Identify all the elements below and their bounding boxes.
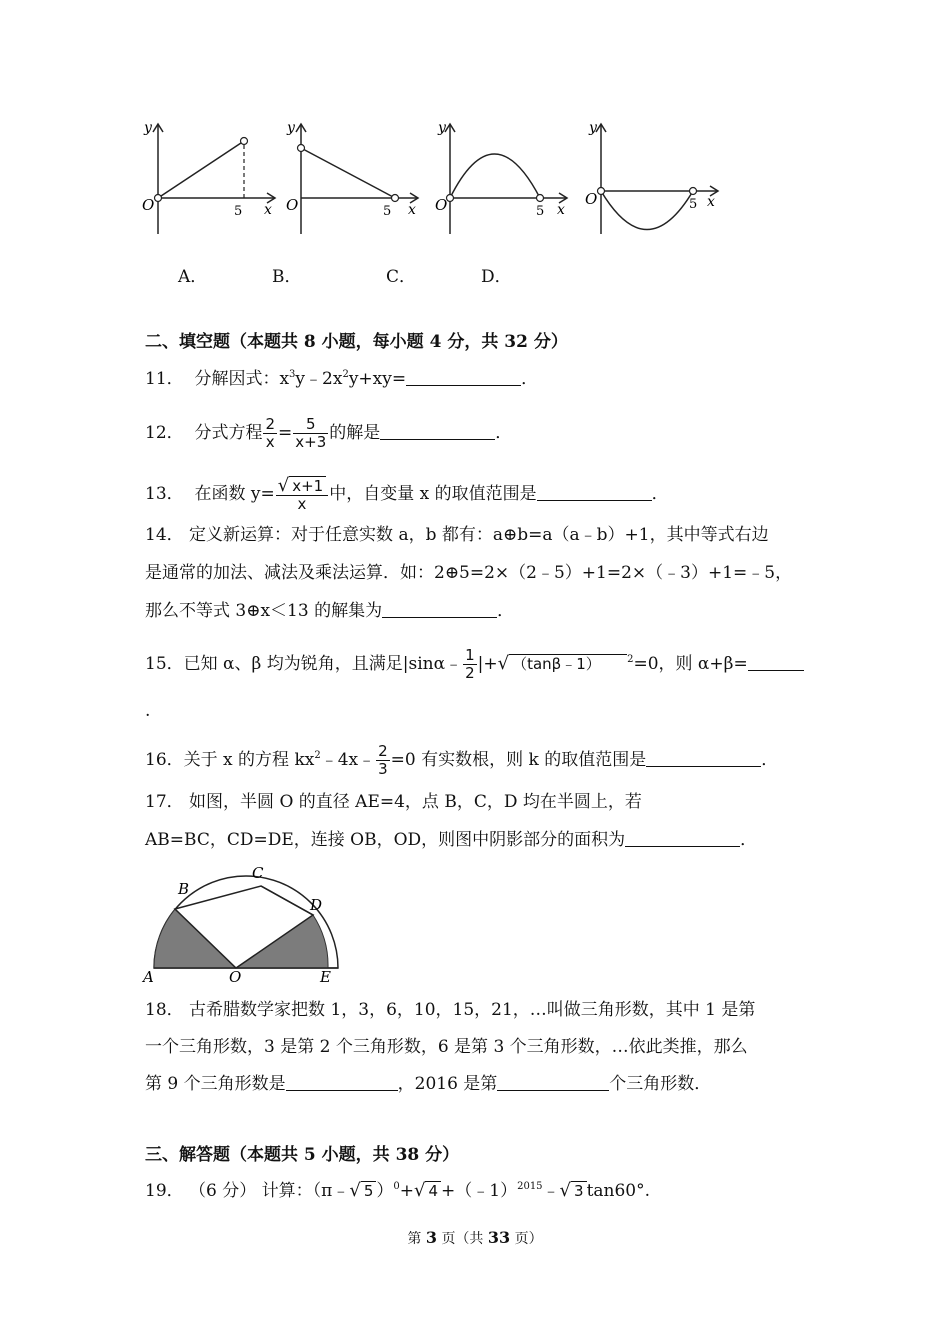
total-pages: 33 <box>487 1228 511 1247</box>
question-15-dot: . <box>145 701 151 721</box>
answer-blank[interactable] <box>625 830 740 847</box>
page-number: 3 <box>425 1228 437 1247</box>
answer-blank[interactable] <box>380 423 495 440</box>
axis-y-label: y <box>287 120 295 136</box>
graph-option-c <box>432 118 572 238</box>
tick-five: 5 <box>689 197 698 212</box>
question-11: 11． 分解因式：$x^3y﹣2x^2y+xy=$ ． <box>145 369 539 389</box>
question-13: 13． 在函数 y= $\frac{√ x+1}{x}$ 中，自变量 x 的取值范围是 ． <box>145 475 669 513</box>
axis-y-label: y <box>589 120 597 136</box>
point-o-label: O <box>229 968 242 986</box>
tick-five: 5 <box>383 204 392 219</box>
tick-five: 5 <box>234 204 243 219</box>
question-17-line-2: AB=BC，CD=DE，连接 OB，OD，则图中阴影部分的面积为 ． <box>145 830 758 850</box>
fraction: $\frac{5}{x+3}$ <box>295 415 327 451</box>
origin-label: O <box>585 190 598 208</box>
tick-five: 5 <box>536 204 545 219</box>
point-e-label: E <box>320 968 331 986</box>
option-a-label: A． <box>178 267 208 287</box>
origin-label: O <box>286 196 299 214</box>
answer-blank[interactable] <box>497 1074 609 1091</box>
point-b-label: B <box>178 880 190 898</box>
point-a-label: A <box>143 968 154 986</box>
fraction: $\frac{2}{x}$ <box>265 415 275 451</box>
question-12: 12． 分式方程 $\frac{2}{x}$ = $\frac{5}{x+3}$ 的解是 ． <box>145 415 513 451</box>
question-18-line-1: 18． 古希腊数学家把数 1，3，6，10，15，21，…叫做三角形数，其中 1 是第 <box>145 1000 756 1020</box>
answer-blank[interactable] <box>286 1074 398 1091</box>
fraction: $\frac{√ x+1}{x}$ <box>276 476 328 513</box>
question-14-line-2: 是通常的加法、减法及乘法运算．如：2⊕5=2×（2﹣5）+1=2×（﹣3）+1=﹣5， <box>145 563 793 583</box>
fraction: $\frac{1}{2}$ <box>465 646 475 682</box>
graph-option-b <box>283 118 423 238</box>
answer-blank[interactable] <box>382 601 497 618</box>
origin-label: O <box>435 196 448 214</box>
page-footer: 第 3 页（共 33 页） <box>407 1228 543 1247</box>
axis-x-label: x <box>408 202 416 218</box>
question-16: 16．关于 x 的方程 $kx^2﹣4x﹣$ $\frac{2}{3}$ =0 有实数根，则 k 的取值范围是 ． <box>145 742 779 778</box>
question-18-line-2: 一个三角形数，3 是第 2 个三角形数，6 是第 3 个三角形数，…依此类推，那么 <box>145 1037 748 1057</box>
point-d-label: D <box>310 896 323 914</box>
answer-blank[interactable] <box>748 654 804 671</box>
graph-option-d <box>583 118 723 238</box>
answer-blank[interactable] <box>646 750 761 767</box>
section3-heading: 三、解答题（本题共 5 小题，共 38 分） <box>145 1145 460 1165</box>
axis-x-label: x <box>264 202 272 218</box>
question-18-line-3: 第 9 个三角形数是 ，2016 是第 个三角形数． <box>145 1074 712 1094</box>
question-17-line-1: 17． 如图，半圆 O 的直径 AE=4，点 B，C，D 均在半圆上，若 <box>145 792 642 812</box>
section2-heading: 二、填空题（本题共 8 小题，每小题 4 分，共 32 分） <box>145 332 568 352</box>
point-c-label: C <box>252 864 264 882</box>
axis-x-label: x <box>707 194 715 210</box>
axis-y-label: y <box>144 120 152 136</box>
option-b-label: B． <box>272 267 302 287</box>
graph-option-a <box>140 118 280 238</box>
axis-x-label: x <box>557 202 565 218</box>
option-c-label: C． <box>386 267 417 287</box>
semicircle-figure <box>140 862 345 986</box>
answer-blank[interactable] <box>406 369 521 386</box>
answer-blank[interactable] <box>537 484 652 501</box>
question-14-line-3: 那么不等式 3⊕x＜13 的解集为 ． <box>145 601 515 621</box>
question-19: 19． （6 分） 计算：（π﹣√ 5 ）$^0$+√ 4 +（﹣1）$^{2015}$﹣√ 3 tan60°. <box>145 1180 651 1201</box>
origin-label: O <box>142 196 155 214</box>
option-d-label: D． <box>481 267 512 287</box>
fraction: $\frac{2}{3}$ <box>378 742 388 778</box>
axis-y-label: y <box>438 120 446 136</box>
question-14-line-1: 14． 定义新运算：对于任意实数 a，b 都有：a⊕b=a（a﹣b）+1，其中等式右边 <box>145 525 769 545</box>
question-15: 15．已知 α、β 均为锐角，且满足|sinα﹣ $\frac{1}{2}$ |+√ （tanβ﹣1） $^2$=0，则 α+β= <box>145 647 804 682</box>
